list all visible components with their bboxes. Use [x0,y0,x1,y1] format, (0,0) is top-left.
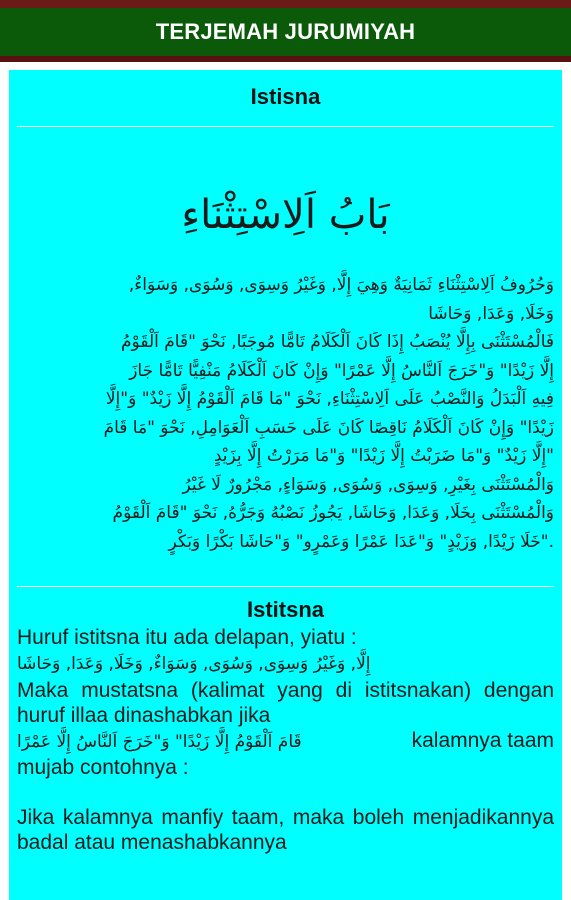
arabic-line: وَالْمُسْتَثْنَى بِغَيْرِ, وَسِوَى, وَسُوَى, وَسَوَاءٍ, مَجْرُورٌ لَا غَيْرُ [182,474,554,495]
arabic-line: فَالْمُسْتَثْنَى بِإِلَّا يُنْصَبُ إِذَا كَانَ اَلْكَلَامُ تَامًّا مُوجَبًا, نَحْوَ "قَامَ اَلْقَوْمُ [121,332,554,352]
arabic-example: قَامَ اَلْقَوْمُ إِلَّا زَيْدًا" وَ"خَرَجَ اَلنَّاسُ إِلَّا عَمْرًا [17,732,302,752]
arabic-text-block [9,271,562,556]
translation-suffix: kalamnya taam [411,729,554,752]
section-title-istitsna: Istitsna [246,597,325,622]
arabic-line: "إِلَّا زَيْدٌ" وَ"مَا ضَرَبْتُ إِلَّا زَيْدًا" وَ"مَا مَرَرْتُ إِلَّا بِزَيْدٍ [213,446,554,466]
app-title: TERJEMAH JURUMIYAH [155,19,416,44]
translation-line: Jika kalamnya manfiy taam, maka boleh menjadikannya badal atau menashabkannya [17,806,554,854]
translation-block [9,625,562,855]
arabic-line: وَالْمُسْتَثْنَى بِخَلَا, وَعَدَا, وَحَاشَا, يَجُوزُ نَصْبُهُ وَجَرُّهُ, نَحْوَ "قَامَ اَلْقَوْمُ [112,503,554,523]
arabic-inline-line: إِلَّا, وَغَيْرُ وَسِوَى, وَسُوَى, وَسَوَاءٌ, وَخَلَا, وَعَدَا, وَحَاشَا [17,654,371,674]
translation-line: Maka mustatsna (kalimat yang di istitsnakan) dengan huruf illaa dinashabkan jika [17,679,554,727]
divider [17,126,554,127]
spacer [17,780,554,805]
arabic-chapter-heading: بَابُ اَلِاسْتِثْنَاءِ [181,192,390,238]
translation-line-mixed [17,728,554,755]
app-bar-border [0,56,571,62]
arabic-line: زَيْدًا" وَإِنْ كَانَ اَلْكَلَامُ نَاقِصًا كَانَ عَلَى حَسَبِ اَلْعَوَامِلِ, نَحْوَ "مَا قَامَ [103,417,554,438]
arabic-line: وَخَلَا, وَعَدَا, وَحَاشَا [428,303,554,324]
arabic-line: ."خَلَا زَيْدًا, وَزَيْدٍ" وَ"عَدَا عَمْرًا وَعَمْرٍو" وَ"حَاشَا بَكْرًا وَبَكْرٍ [168,531,554,552]
translation-line: Huruf istitsna itu ada delapan, yiatu : [17,626,357,649]
translation-line: mujab contohnya : [17,756,189,779]
status-strip [0,0,571,8]
section-title-istisna: Istisna [250,84,321,109]
arabic-line: فِيهِ اَلْبَدَلُ وَالنَّصْبُ عَلَى اَلِاسْتِثْنَاءِ, نَحْوَ "مَا قَامَ اَلْقَوْمُ إِلَّا زَيْدٌ" وَ"إِلَّا [105,389,554,409]
content-panel[interactable] [9,70,562,900]
divider [17,586,554,587]
app-bar [0,8,571,56]
arabic-line: وَحُرُوفُ اَلِاسْتِثْنَاءِ ثَمَانِيَةٌ وَهِيَ إِلَّا, وَغَيْرُ وَسِوَى, وَسُوَى, وَسَوَاءٌ, [128,275,554,295]
arabic-line: إِلَّا زَيْدًا" وَ"خَرَجَ اَلنَّاسُ إِلَّا عَمْرًا" وَإِنْ كَانَ اَلْكَلَامُ مَنْفِيًّا تَامًّا جَازَ [129,360,554,381]
